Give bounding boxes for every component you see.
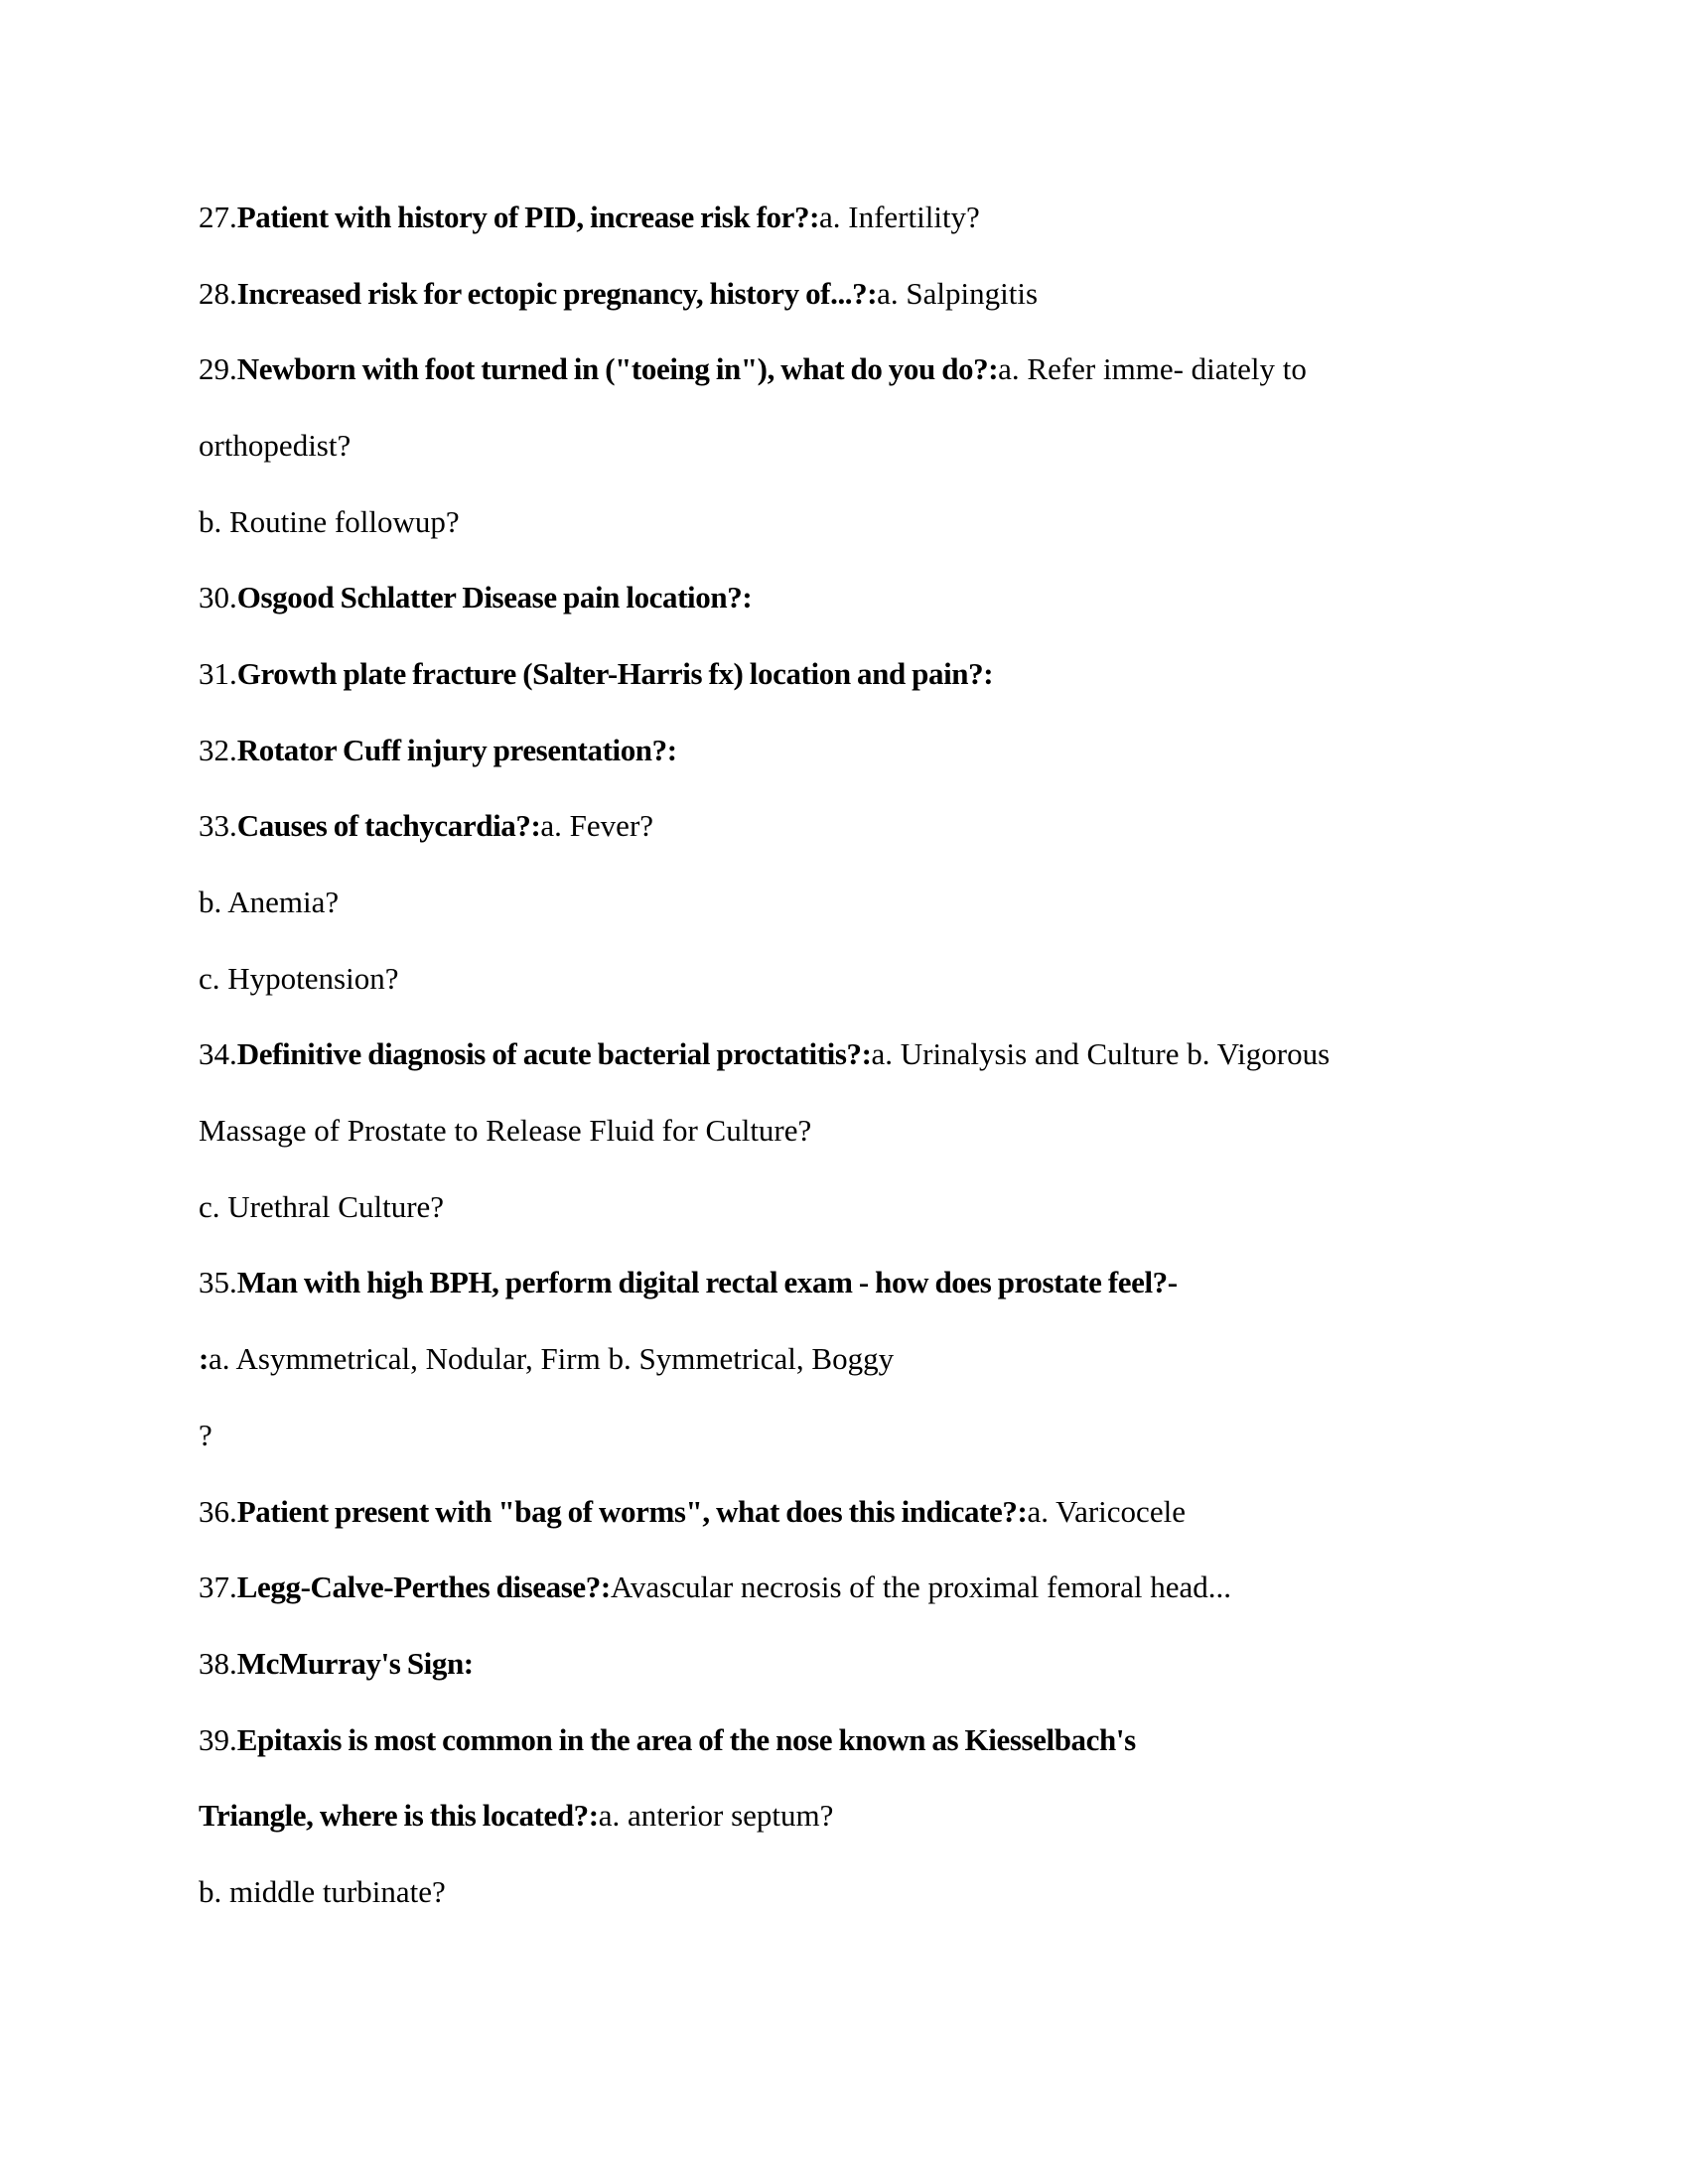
answer-text: Massage of Prostate to Release Fluid for Culture? (199, 1113, 812, 1149)
item-number: 36. (199, 1493, 237, 1529)
item-number: 32. (199, 732, 237, 767)
answer-text: a. anterior septum? (598, 1798, 834, 1834)
text-line (199, 331, 1519, 407)
text-line (199, 635, 1519, 712)
text-line (199, 1017, 1519, 1093)
text-line (199, 1092, 1519, 1168)
answer-text: a. Asymmetrical, Nodular, Firm b. Symmetrical, Boggy (208, 1341, 895, 1377)
answer-text: b. Routine followup? (199, 503, 460, 539)
question-text: Patient present with "bag of worms", what does this indicate?: (236, 1493, 1028, 1529)
answer-text: orthopedist? (199, 427, 352, 463)
question-text: Epitaxis is most common in the area of the nose known as Kiesselbach's (236, 1721, 1136, 1757)
question-text: Increased risk for ectopic pregnancy, history of...?: (236, 275, 878, 311)
answer-text: a. Varicocele (1027, 1493, 1186, 1529)
answer-text: b. Anemia? (199, 885, 340, 920)
item-number: 29. (199, 351, 237, 387)
question-text: Man with high BPH, perform digital rectal exam - how does prostate feel?- (236, 1265, 1178, 1300)
question-text: Newborn with foot turned in ("toeing in"), what do you do?: (236, 351, 999, 387)
answer-text: a. Infertility? (819, 199, 980, 234)
text-line (199, 407, 1519, 483)
answer-text: c. Urethral Culture? (199, 1188, 445, 1224)
document-lines (199, 179, 1519, 1930)
item-number: 34. (199, 1036, 237, 1072)
item-number: 37. (199, 1570, 237, 1605)
item-number: 30. (199, 580, 237, 615)
text-line (199, 1245, 1519, 1321)
text-line (199, 788, 1519, 865)
question-text: Triangle, where is this located?: (199, 1798, 599, 1834)
question-text: Growth plate fracture (Salter-Harris fx) location and pain?: (236, 655, 994, 691)
item-number: 33. (199, 808, 237, 844)
item-number: 28. (199, 275, 237, 311)
answer-text: a. Fever? (540, 808, 654, 844)
text-line (199, 179, 1519, 255)
question-text: McMurray's Sign: (236, 1645, 474, 1681)
answer-text: a. Salpingitis (877, 275, 1039, 311)
answer-text: a. Refer imme- diately to (998, 351, 1307, 387)
answer-text: b. middle turbinate? (199, 1873, 446, 1909)
answer-text: ? (199, 1417, 212, 1452)
text-line (199, 712, 1519, 788)
text-line (199, 1473, 1519, 1550)
text-line (199, 940, 1519, 1017)
answer-text: c. Hypotension? (199, 960, 399, 996)
item-number: 38. (199, 1645, 237, 1681)
question-text: Causes of tachycardia?: (236, 808, 541, 844)
item-number: 39. (199, 1721, 237, 1757)
text-line (199, 1702, 1519, 1778)
answer-text: Avascular necrosis of the proximal femoral head... (610, 1570, 1232, 1605)
text-line (199, 1168, 1519, 1245)
item-number: 31. (199, 655, 237, 691)
item-number: 35. (199, 1265, 237, 1300)
text-line (199, 1777, 1519, 1853)
text-line (199, 559, 1519, 635)
question-text: Definitive diagnosis of acute bacterial proctatitis?: (236, 1036, 872, 1072)
item-number: 27. (199, 199, 237, 234)
answer-text: a. Urinalysis and Culture b. Vigorous (871, 1036, 1331, 1072)
text-line (199, 1625, 1519, 1702)
text-line (199, 1320, 1519, 1397)
text-line (199, 255, 1519, 332)
text-line (199, 1549, 1519, 1625)
question-text: Patient with history of PID, increase risk for?: (236, 199, 819, 234)
text-line (199, 1853, 1519, 1930)
question-text: : (199, 1341, 209, 1377)
question-text: Legg-Calve-Perthes disease?: (236, 1570, 611, 1605)
text-line (199, 1397, 1519, 1473)
question-text: Osgood Schlatter Disease pain location?: (236, 580, 753, 615)
question-text: Rotator Cuff injury presentation?: (236, 732, 677, 767)
text-line (199, 864, 1519, 940)
text-line (199, 483, 1519, 560)
